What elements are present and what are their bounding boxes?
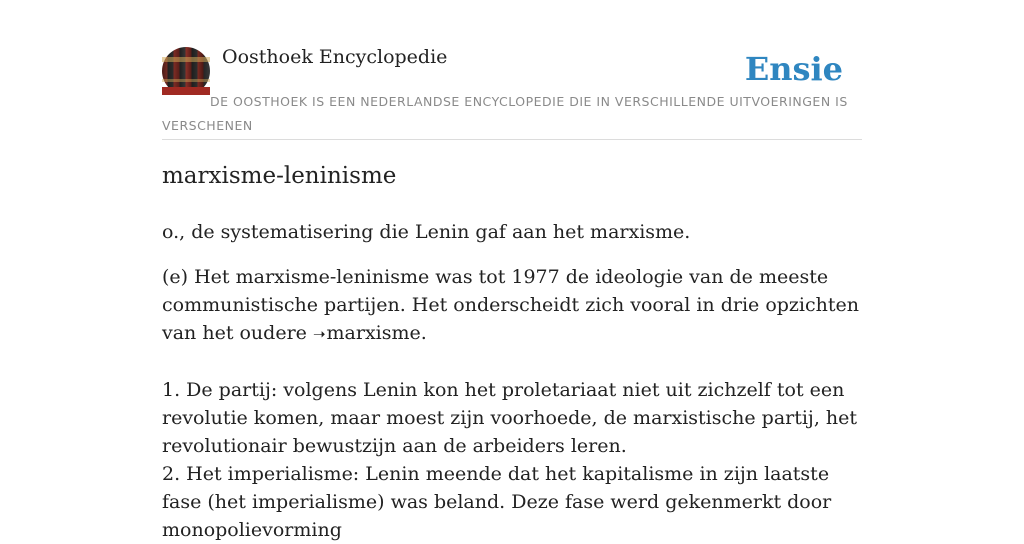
site-title-link[interactable]: Oosthoek Encyclopedie	[222, 46, 448, 68]
avatar-shine	[162, 57, 210, 62]
avatar-shine-lower	[162, 79, 210, 82]
bookshelf-icon[interactable]	[162, 47, 210, 95]
entry-intro-end: .	[420, 322, 427, 344]
marxisme-link-text: marxisme	[326, 322, 421, 344]
entry-intro-paragraph	[162, 263, 862, 348]
entry-point-2: 2. Het imperialisme: Lenin meende dat het kapitalisme in zijn laatste fase (het imperialisme) was beland. Deze fase werd gekenmerkt door monopolievorming	[162, 463, 832, 541]
entry-summary: o., de systematisering die Lenin gaf aan het marxisme.	[162, 221, 691, 243]
entry-title: marxisme-leninisme	[162, 163, 397, 189]
page-container	[162, 0, 862, 541]
arrow-right-icon: ➝	[312, 325, 326, 343]
entry-intro-text: (e) Het marxisme-leninisme was tot 1977 de ideologie van de meeste communistische partijen. Het onderscheidt zich vooral in drie opzichten van het oudere	[162, 266, 859, 344]
brand-logo-link[interactable]: Ensie	[744, 50, 843, 88]
marxisme-link[interactable]	[313, 322, 421, 344]
entry-body	[162, 263, 862, 544]
paragraph-gap	[162, 348, 862, 376]
entry-point-1: 1. De partij: volgens Lenin kon het proletariaat niet uit zichzelf tot een revolutie komen, maar moest zijn voorhoede, de marxistische partij, het revolutionair bewustzijn aan de arbeiders leren.	[162, 379, 858, 457]
site-header	[162, 0, 862, 140]
site-tagline: DE OOSTHOEK IS EEN NEDERLANDSE ENCYCLOPEDIE DIE IN VERSCHILLENDE UITVOERINGEN IS VERSCHENEN	[162, 94, 848, 133]
